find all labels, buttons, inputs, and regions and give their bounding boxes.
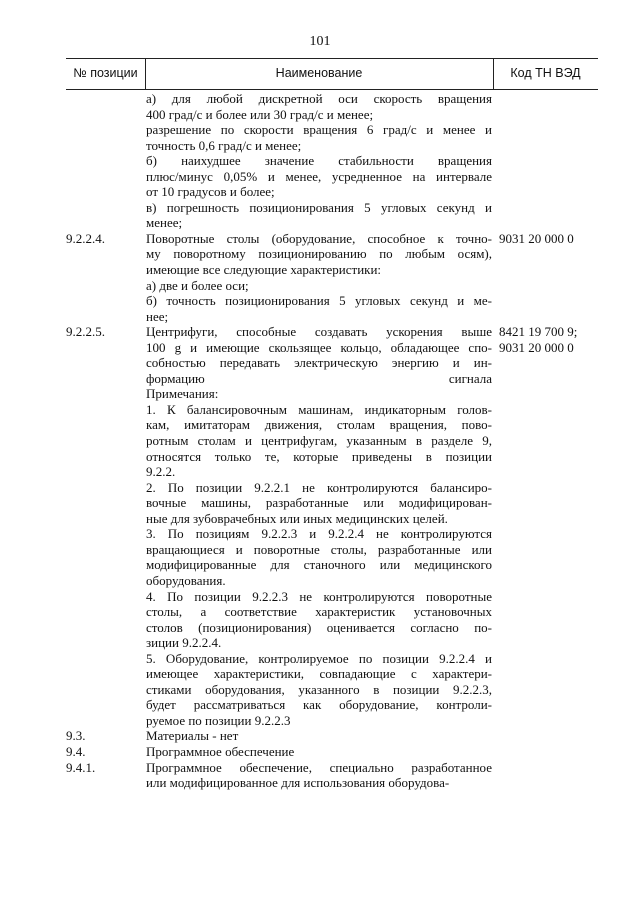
row-name <box>146 324 492 728</box>
table-row <box>66 744 598 760</box>
table-row <box>66 231 598 324</box>
name-line: столов (позиционирования) оценивается согласно по- <box>146 619 492 635</box>
name-line: 4. По позиции 9.2.2.3 не контролируются поворотные <box>146 588 492 604</box>
name-line: Примечания: <box>146 386 219 402</box>
header-position: № позиции <box>73 66 138 80</box>
name-line: относятся только те, которые приведены в позиции <box>146 448 492 464</box>
name-line: Программное обеспечение, специально разработанное <box>146 759 492 775</box>
name-line: 3. По позициям 9.2.2.3 и 9.2.2.4 не контролируются <box>146 526 492 542</box>
header-code: Код ТН ВЭД <box>510 66 581 80</box>
name-line: руемое по позиции 9.2.2.3 <box>146 712 291 728</box>
row-code <box>499 231 599 247</box>
name-line: Поворотные столы (оборудование, способное к точно- <box>146 230 492 246</box>
row-name <box>146 760 492 791</box>
name-line: собностью передавать электрическую энергию и ин- <box>146 355 492 371</box>
row-position: 9.2.2.4. <box>66 230 105 246</box>
row-position: 9.3. <box>66 728 86 744</box>
name-line: оборудования. <box>146 572 226 588</box>
name-line: вочные машины, разработанные или модифицирован- <box>146 495 492 511</box>
name-line: нее; <box>146 308 169 324</box>
row-name <box>146 91 492 231</box>
name-line: имеющее характеристики, совпадающие с характери- <box>146 666 492 682</box>
table-row <box>66 728 598 744</box>
table-row <box>66 324 598 728</box>
name-line: 100 g и имеющие скользящее кольцо, обладающее спо- <box>146 339 492 355</box>
table-header <box>66 58 598 90</box>
row-position: 9.4.1. <box>66 759 96 775</box>
name-line: стиками оборудования, указанного в позиции 9.2.2.3, <box>146 681 492 697</box>
name-line: модифицированные для станочного или медицинского <box>146 557 492 573</box>
name-line: формацию сигнала <box>146 370 492 386</box>
name-line: му поворотному позиционированию по любым осям), <box>146 246 492 262</box>
name-line: б) точность позиционирования 5 угловых секунд и ме- <box>146 293 492 309</box>
name-line: разрешение по скорости вращения 6 град/с и менее и <box>146 122 492 138</box>
header-name: Наименование <box>275 66 363 80</box>
name-line: а) для любой дискретной оси скорость вращения <box>146 91 492 106</box>
name-line: 2. По позиции 9.2.2.1 не контролируются балансиро- <box>146 479 492 495</box>
name-line: Центрифуги, способные создавать ускорения выше <box>146 324 492 340</box>
name-line: 1. К балансировочным машинам, индикаторным голов- <box>146 401 492 417</box>
row-position: 9.2.2.5. <box>66 324 105 340</box>
name-line: или модифицированное для использования оборудова- <box>146 775 450 791</box>
code-line: 8421 19 700 9; <box>499 324 578 340</box>
name-line: Программное обеспечение <box>146 743 295 759</box>
name-line: а) две и более оси; <box>146 277 249 293</box>
name-line: кам, имитаторам движения, столам вращения, пово- <box>146 417 492 433</box>
name-line: б) наихудшее значение стабильности вращения <box>146 153 492 169</box>
name-line: 400 град/с и более или 30 град/с и менее; <box>146 106 374 122</box>
name-line: 9.2.2. <box>146 464 176 480</box>
name-line: ные для зубоврачебных или иных медицинских целей. <box>146 510 448 526</box>
name-line: будет рассматриваться как оборудование, контроли- <box>146 697 492 713</box>
name-line: ротным столам и центрифугам, указанным в разделе 9, <box>146 433 492 449</box>
name-line: Материалы - нет <box>146 728 239 744</box>
name-line: имеющие все следующие характеристики: <box>146 262 382 278</box>
table-row <box>66 91 598 231</box>
name-line: менее; <box>146 215 183 231</box>
name-line: столы, а соответствие характеристик установочных <box>146 604 492 620</box>
code-line: 9031 20 000 0 <box>499 339 574 355</box>
row-name <box>146 728 492 744</box>
name-line: точность 0,6 град/с и менее; <box>146 137 302 153</box>
row-code <box>499 324 599 355</box>
row-position: 9.4. <box>66 743 86 759</box>
table-body <box>66 91 598 791</box>
name-line: зиции 9.2.2.4. <box>146 635 222 651</box>
table-row <box>66 760 598 791</box>
name-line: в) погрешность позиционирования 5 угловых секунд и <box>146 199 492 215</box>
name-line: от 10 градусов и более; <box>146 184 275 200</box>
name-line: вращающиеся и поворотные столы, разработанные или <box>146 541 492 557</box>
name-line: плюс/минус 0,05% и менее, усредненное на интервале <box>146 168 492 184</box>
name-line: 5. Оборудование, контролируемое по позиции 9.2.2.4 и <box>146 650 492 666</box>
code-line: 9031 20 000 0 <box>499 230 574 246</box>
row-name <box>146 231 492 324</box>
row-name <box>146 744 492 760</box>
page-number: 101 <box>309 34 331 49</box>
